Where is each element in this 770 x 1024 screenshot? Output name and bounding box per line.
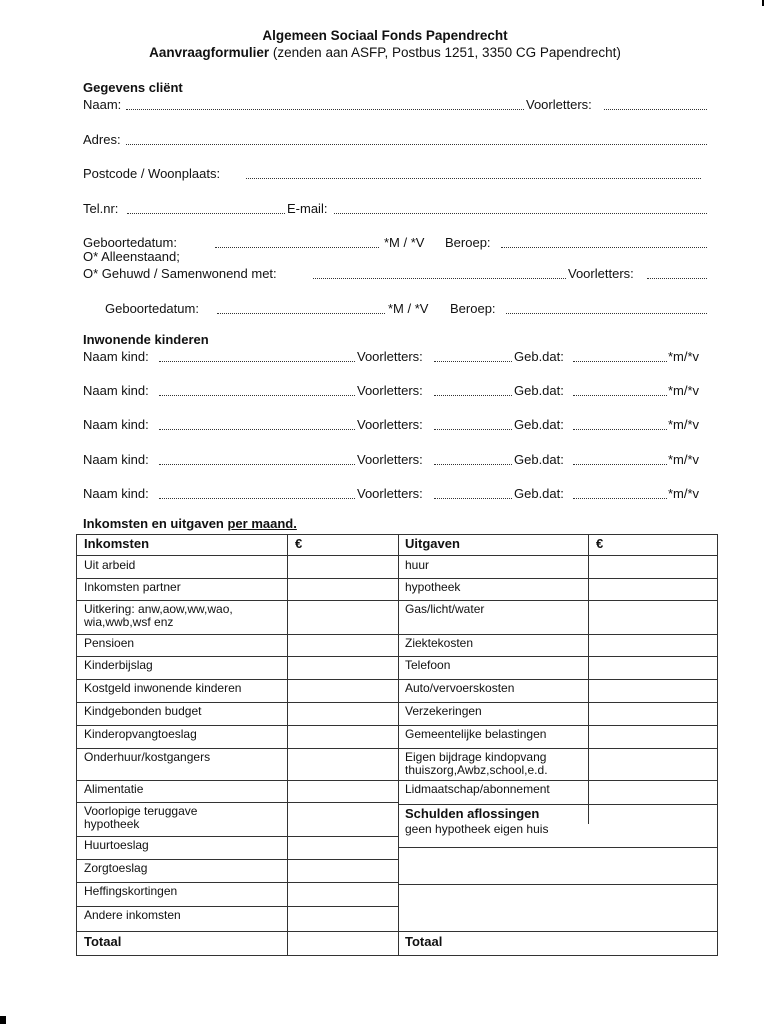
child-gebdat-label: Geb.dat: <box>514 452 564 467</box>
child-mv-choice[interactable]: *m/*v <box>668 383 700 398</box>
total-income-label: Totaal <box>84 934 122 949</box>
beroep-label: Beroep: <box>445 235 491 250</box>
form-label: Aanvraagformulier <box>149 45 270 60</box>
client-section-heading: Gegevens cliënt <box>83 80 183 95</box>
finance-heading <box>83 516 297 531</box>
expense-amount-field[interactable] <box>589 780 717 800</box>
client-address-row <box>83 132 707 148</box>
expense-item: Lidmaatschap/abonnement <box>405 782 550 796</box>
adres-field[interactable] <box>126 144 707 145</box>
alleenstaand-row <box>83 249 707 265</box>
expense-amount-field[interactable] <box>589 556 717 576</box>
income-amount-field[interactable] <box>288 859 397 879</box>
voorletters-label: Voorletters: <box>526 97 592 112</box>
debts-note: geen hypotheek eigen huis <box>405 822 549 836</box>
income-amount-field[interactable] <box>288 836 397 856</box>
child-name-field[interactable] <box>159 429 355 430</box>
expense-item: Telefoon <box>405 658 451 672</box>
table-border-bottom <box>76 955 718 956</box>
child-gebdat-label: Geb.dat: <box>514 383 564 398</box>
income-amount-field[interactable] <box>288 600 397 620</box>
expense-amount-field[interactable] <box>589 748 717 768</box>
alleenstaand-option[interactable]: O* Alleenstaand; <box>83 249 180 264</box>
income-amount-field[interactable] <box>288 702 397 722</box>
gehuwd-option[interactable]: O* Gehuwd / Samenwonend met: <box>83 266 277 281</box>
income-amount-field[interactable] <box>288 780 397 800</box>
expense-amount-field[interactable] <box>589 725 717 745</box>
expense-item: Verzekeringen <box>405 704 482 718</box>
child-gebdat-field[interactable] <box>573 429 667 430</box>
income-amount-field[interactable] <box>288 906 397 926</box>
partner-name-field[interactable] <box>313 278 566 279</box>
expense-row-divider <box>398 884 718 885</box>
income-item: Kinderbijslag <box>84 658 153 672</box>
expense-amount-field[interactable] <box>589 634 717 654</box>
postcode-label: Postcode / Woonplaats: <box>83 166 221 181</box>
income-amount-field[interactable] <box>288 802 397 822</box>
adres-label: Adres: <box>83 132 121 147</box>
expense-item: hypotheek <box>405 580 461 594</box>
col-euro-income: € <box>295 536 303 551</box>
naam-label: Naam: <box>83 97 122 112</box>
child-name-label: Naam kind: <box>83 349 149 364</box>
income-amount-field[interactable] <box>288 578 397 598</box>
income-amount-field[interactable] <box>288 748 397 768</box>
child-voorletters-field[interactable] <box>434 395 512 396</box>
expense-row-divider <box>398 804 718 805</box>
form-subtitle <box>0 45 770 60</box>
partner-voorletters-label: Voorletters: <box>568 266 634 281</box>
client-name-row <box>83 97 707 113</box>
child-name-field[interactable] <box>159 464 355 465</box>
child-voorletters-label: Voorletters: <box>357 383 423 398</box>
child-voorletters-label: Voorletters: <box>357 417 423 432</box>
email-label: E-mail: <box>287 201 328 216</box>
scan-corner-mark <box>0 1016 6 1024</box>
child-row <box>83 383 707 399</box>
child-gebdat-label: Geb.dat: <box>514 417 564 432</box>
income-item: Uit arbeid <box>84 558 136 572</box>
expense-item: huur <box>405 558 430 572</box>
table-border-right <box>717 534 718 956</box>
finance-heading-period: per maand. <box>227 516 297 531</box>
table-border-top <box>76 534 718 535</box>
expense-amount-field[interactable] <box>589 600 717 620</box>
expense-amount-field[interactable] <box>589 578 717 598</box>
income-amount-field[interactable] <box>288 656 397 676</box>
expense-item: Auto/vervoerskosten <box>405 681 515 695</box>
mv-choice[interactable]: *M / *V <box>384 235 425 250</box>
debts-heading: Schulden aflossingen <box>405 806 540 821</box>
telnr-field[interactable] <box>127 213 285 214</box>
child-name-field[interactable] <box>159 395 355 396</box>
form-title: Algemeen Sociaal Fonds Papendrecht <box>262 28 508 43</box>
client-contact-row <box>83 201 707 217</box>
child-voorletters-label: Voorletters: <box>357 452 423 467</box>
income-amount-field[interactable] <box>288 556 397 576</box>
finance-heading-prefix: Inkomsten en uitgaven <box>83 516 228 531</box>
partner-birth-row <box>105 301 707 317</box>
expense-item: Eigen bijdrage kindopvang thuiszorg,Awbz,school,e.d. <box>405 750 548 777</box>
total-row-divider <box>76 931 718 932</box>
expense-amount-field[interactable] <box>589 679 717 699</box>
child-row <box>83 486 707 502</box>
center-divider <box>398 534 399 956</box>
income-item: Inkomsten partner <box>84 580 181 594</box>
partner-voorletters-field[interactable] <box>647 278 707 279</box>
child-name-label: Naam kind: <box>83 417 149 432</box>
child-row <box>83 417 707 433</box>
expense-amount-field[interactable] <box>589 702 717 722</box>
voorletters-field[interactable] <box>604 109 707 110</box>
income-amount-field[interactable] <box>288 634 397 654</box>
table-border-left <box>76 534 77 956</box>
income-amount-field[interactable] <box>288 882 397 902</box>
child-voorletters-label: Voorletters: <box>357 349 423 364</box>
child-gebdat-field[interactable] <box>573 498 667 499</box>
child-name-label: Naam kind: <box>83 383 149 398</box>
naam-field[interactable] <box>126 109 524 110</box>
col-uitgaven: Uitgaven <box>405 536 460 551</box>
beroep-field[interactable] <box>501 247 707 248</box>
child-voorletters-label: Voorletters: <box>357 486 423 501</box>
income-item: Pensioen <box>84 636 135 650</box>
child-name-label: Naam kind: <box>83 486 149 501</box>
income-item: Voorlopige teruggave hypotheek <box>84 804 198 831</box>
expense-amount-field[interactable] <box>589 656 717 676</box>
expense-item: Gemeentelijke belastingen <box>405 727 547 741</box>
expense-row-divider <box>398 847 718 848</box>
income-item: Huurtoeslag <box>84 838 149 852</box>
child-gebdat-field[interactable] <box>573 361 667 362</box>
email-field[interactable] <box>334 213 707 214</box>
income-item: Onderhuur/kostgangers <box>84 750 211 764</box>
partner-beroep-field[interactable] <box>506 313 707 314</box>
child-mv-choice[interactable]: *m/*v <box>668 417 700 432</box>
expense-item: Gas/licht/water <box>405 602 485 616</box>
child-mv-choice[interactable]: *m/*v <box>668 486 700 501</box>
income-item: Uitkering: anw,aow,ww,wao, wia,wwb,wsf enz <box>84 602 233 629</box>
client-postcode-row <box>83 166 707 182</box>
child-voorletters-field[interactable] <box>434 361 512 362</box>
income-item: Alimentatie <box>84 782 144 796</box>
income-item: Heffingskortingen <box>84 884 178 898</box>
postcode-field[interactable] <box>246 178 701 179</box>
geboortedatum-field[interactable] <box>215 247 379 248</box>
child-voorletters-field[interactable] <box>434 464 512 465</box>
col-euro-expense: € <box>596 536 604 551</box>
child-mv-choice[interactable]: *m/*v <box>668 349 700 364</box>
scan-edge-mark <box>762 0 764 6</box>
child-name-field[interactable] <box>159 361 355 362</box>
total-expense-label: Totaal <box>405 934 443 949</box>
income-item: Zorgtoeslag <box>84 861 148 875</box>
children-section-heading: Inwonende kinderen <box>83 332 209 347</box>
child-name-field[interactable] <box>159 498 355 499</box>
partner-beroep-label: Beroep: <box>450 301 496 316</box>
child-row <box>83 349 707 365</box>
child-gebdat-field[interactable] <box>573 464 667 465</box>
expense-item: Ziektekosten <box>405 636 474 650</box>
income-item: Kinderopvangtoeslag <box>84 727 197 741</box>
child-gebdat-label: Geb.dat: <box>514 349 564 364</box>
finance-table <box>76 534 718 956</box>
partner-geboortedatum-label: Geboortedatum: <box>105 301 199 316</box>
child-voorletters-field[interactable] <box>434 498 512 499</box>
income-amount-field[interactable] <box>288 679 397 699</box>
partner-geboortedatum-field[interactable] <box>217 313 385 314</box>
geboortedatum-label: Geboortedatum: <box>83 235 177 250</box>
child-gebdat-label: Geb.dat: <box>514 486 564 501</box>
form-address-note: (zenden aan ASFP, Postbus 1251, 3350 CG Papendrecht) <box>272 45 621 60</box>
child-name-label: Naam kind: <box>83 452 149 467</box>
income-amount-field[interactable] <box>288 725 397 745</box>
child-gebdat-field[interactable] <box>573 395 667 396</box>
income-item: Kostgeld inwonende kinderen <box>84 681 242 695</box>
partner-mv-choice[interactable]: *M / *V <box>388 301 429 316</box>
income-item: Andere inkomsten <box>84 908 181 922</box>
child-voorletters-field[interactable] <box>434 429 512 430</box>
telnr-label: Tel.nr: <box>83 201 119 216</box>
child-row <box>83 452 707 468</box>
income-item: Kindgebonden budget <box>84 704 202 718</box>
gehuwd-row <box>83 266 707 282</box>
child-mv-choice[interactable]: *m/*v <box>668 452 700 467</box>
col-inkomsten: Inkomsten <box>84 536 150 551</box>
